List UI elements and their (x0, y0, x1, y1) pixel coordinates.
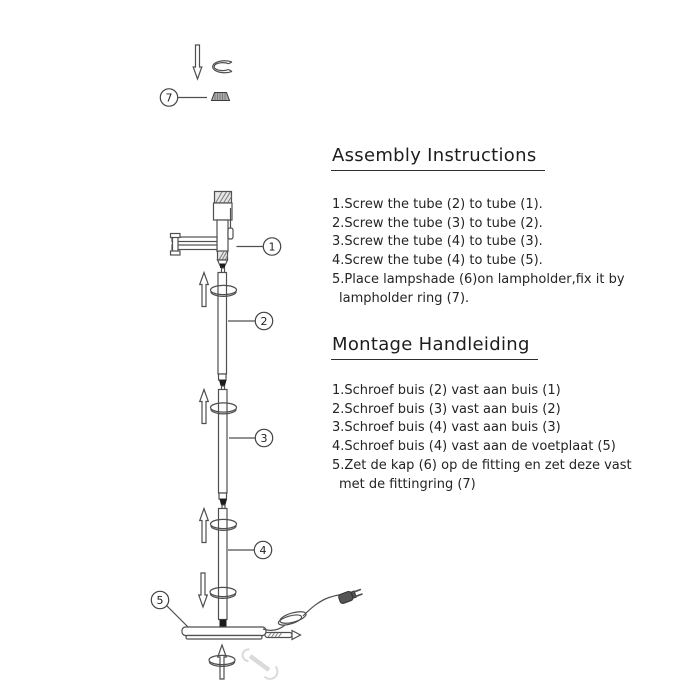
callout-3 (255, 429, 272, 446)
assembly-steps-en (332, 196, 625, 308)
down-arrow-icon (199, 573, 208, 607)
lampholder-body (214, 203, 233, 220)
en-step-1: 1.Screw the tube (2) to tube (1). (332, 197, 543, 212)
up-arrow-icon (200, 273, 209, 307)
lampholder-neck (217, 220, 228, 252)
svg-text:3: 3 (260, 432, 268, 445)
assembly-steps-nl (332, 382, 632, 494)
base-screw-group (209, 645, 277, 679)
nl-step-5-continued: met de fittingring (7) (339, 476, 476, 492)
rotate-icon (213, 61, 232, 73)
tube-2 (218, 273, 227, 375)
assembly-instructions-section (331, 145, 545, 171)
lamp-head-group (171, 192, 281, 273)
up-arrow-icon (200, 509, 209, 543)
swing-arm (171, 234, 218, 256)
tube-4-base-nut (220, 620, 227, 628)
up-arrow-icon (200, 390, 209, 424)
nl-step-3: 3.Schroef buis (4) vast aan buis (3) (332, 420, 561, 436)
montage-handleiding-section (331, 334, 538, 360)
plug-icon (338, 587, 363, 604)
base-plate-group (151, 591, 266, 639)
en-step-4: 4.Screw the tube (4) to tube (5). (332, 253, 543, 269)
tube-4-group (199, 509, 272, 628)
svg-text:4: 4 (259, 544, 267, 557)
tube-4 (219, 509, 228, 620)
leader-line-5 (167, 606, 189, 628)
switch-knob (228, 228, 233, 239)
cord (303, 595, 342, 617)
cord-coil (277, 609, 307, 627)
en-step-5: 5.Place lampshade (6)on lampholder,fix it by (332, 271, 625, 287)
power-cord-group (263, 587, 363, 639)
callout-4 (254, 541, 271, 558)
tube-3-group (200, 390, 273, 509)
callout-7 (160, 89, 177, 106)
up-arrow-icon (218, 645, 227, 679)
svg-text:5: 5 (156, 594, 164, 607)
svg-text:2: 2 (260, 315, 268, 328)
en-step-3: 3.Screw the tube (4) to tube (3). (332, 234, 543, 250)
cord (263, 625, 285, 630)
tube-2-nut (219, 380, 227, 386)
callout-2 (255, 312, 272, 329)
tube-3 (219, 390, 228, 494)
assembly-instructions-title: Assembly Instructions (331, 145, 545, 171)
wrench-icon (243, 649, 278, 679)
pull-arrow-icon (265, 631, 301, 640)
base-plate-foot (186, 636, 262, 640)
callout-5 (151, 591, 168, 608)
head-tip (220, 264, 225, 269)
tube-2-group (200, 273, 273, 390)
svg-text:1: 1 (268, 240, 276, 254)
base-plate (182, 627, 266, 636)
tube-3-nut (220, 499, 228, 505)
svg-text:7: 7 (165, 91, 173, 105)
fitting-ring-group (160, 45, 232, 106)
callout-1 (263, 238, 280, 255)
montage-handleiding-title: Montage Handleiding (331, 334, 538, 360)
nl-step-5: 5.Zet de kap (6) op de fitting en zet deze vast (332, 457, 632, 473)
nl-step-4: 4.Schroef buis (4) vast aan de voetplaat (5) (332, 439, 616, 455)
en-step-2: 2.Screw the tube (3) to tube (2). (332, 215, 543, 231)
down-arrow-icon (193, 45, 202, 79)
nl-step-1: 1.Schroef buis (2) vast aan buis (1) (332, 383, 561, 398)
nl-step-2: 2.Schroef buis (3) vast aan buis (2) (332, 401, 561, 417)
en-step-5-continued: lampholder ring (7). (339, 290, 470, 306)
fitting-ring-part (212, 93, 230, 101)
